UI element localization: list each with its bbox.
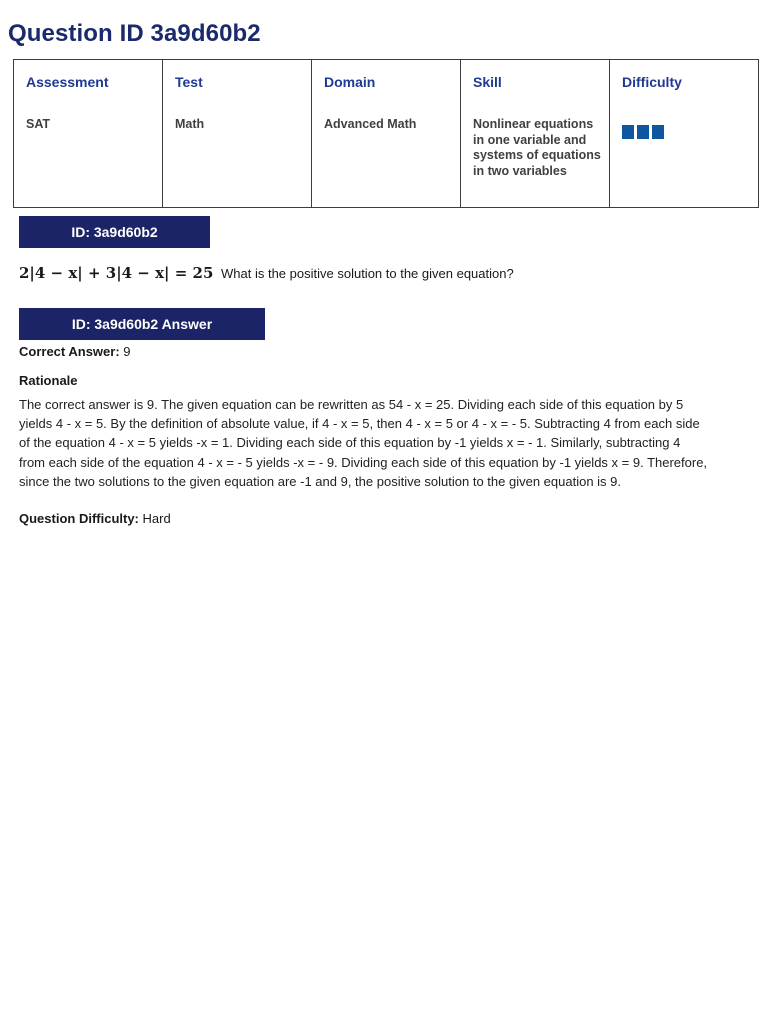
- domain-header: Domain: [324, 74, 376, 90]
- difficulty-header: Difficulty: [622, 74, 682, 90]
- test-cell: [163, 60, 312, 208]
- difficulty-bar-1: [622, 125, 634, 139]
- difficulty-cell: [610, 60, 759, 208]
- question-difficulty: [19, 511, 171, 526]
- difficulty-indicator: [622, 125, 664, 139]
- question-meta-table: [13, 59, 759, 208]
- page-title: Question ID 3a9d60b2: [8, 20, 261, 47]
- question-prompt: What is the positive solution to the given equation?: [221, 266, 514, 281]
- difficulty-bar-2: [637, 125, 649, 139]
- skill-header: Skill: [473, 74, 502, 90]
- test-header: Test: [175, 74, 203, 90]
- rationale-line: The correct answer is 9. The given equation can be rewritten as 54 - x = 25. Dividing each side of this equation by 5: [19, 397, 684, 412]
- skill-value: Nonlinear equations in one variable and systems of equations in two variables: [473, 117, 601, 178]
- correct-answer: [19, 344, 131, 359]
- skill-cell: [461, 60, 610, 208]
- question-difficulty-value: Hard: [142, 511, 171, 526]
- assessment-value: SAT: [26, 117, 51, 131]
- correct-answer-value: 9: [123, 344, 131, 359]
- question-difficulty-label: Question Difficulty:: [19, 511, 139, 526]
- rationale-line: since the two solutions to the given equation are -1 and 9, the positive solution to the given equation is 9.: [19, 473, 622, 489]
- question-id-banner: ID: 3a9d60b2: [19, 216, 210, 248]
- domain-value: Advanced Math: [324, 117, 417, 131]
- assessment-cell: [14, 60, 163, 208]
- test-value: Math: [175, 117, 205, 131]
- correct-answer-label: Correct Answer:: [19, 344, 120, 359]
- rationale-line: of the equation 4 - x = 5 yields -x = 1. Dividing each side of this equation by -1 yields x = - 1. Similarly, subtracting 4: [19, 435, 681, 451]
- assessment-header: Assessment: [26, 74, 109, 90]
- rationale-heading: Rationale: [19, 373, 78, 388]
- domain-cell: [312, 60, 461, 208]
- rationale-line: from each side of the equation 4 - x = - 5 yields -x = - 9. Dividing each side of this equation by -1 yields x = 9. Therefore,: [19, 454, 708, 470]
- question-text: [19, 264, 514, 282]
- rationale-line: yields 4 - x = 5. By the definition of absolute value, if 4 - x = 5, then 4 - x = 5 or 4 - x = - 5. Subtracting 4 from each side: [19, 416, 700, 432]
- rationale-body: [19, 395, 759, 491]
- answer-id-banner: ID: 3a9d60b2 Answer: [19, 308, 265, 340]
- question-equation: 2|4 − x| + 3|4 − x| = 25: [19, 264, 214, 282]
- difficulty-bar-3: [652, 125, 664, 139]
